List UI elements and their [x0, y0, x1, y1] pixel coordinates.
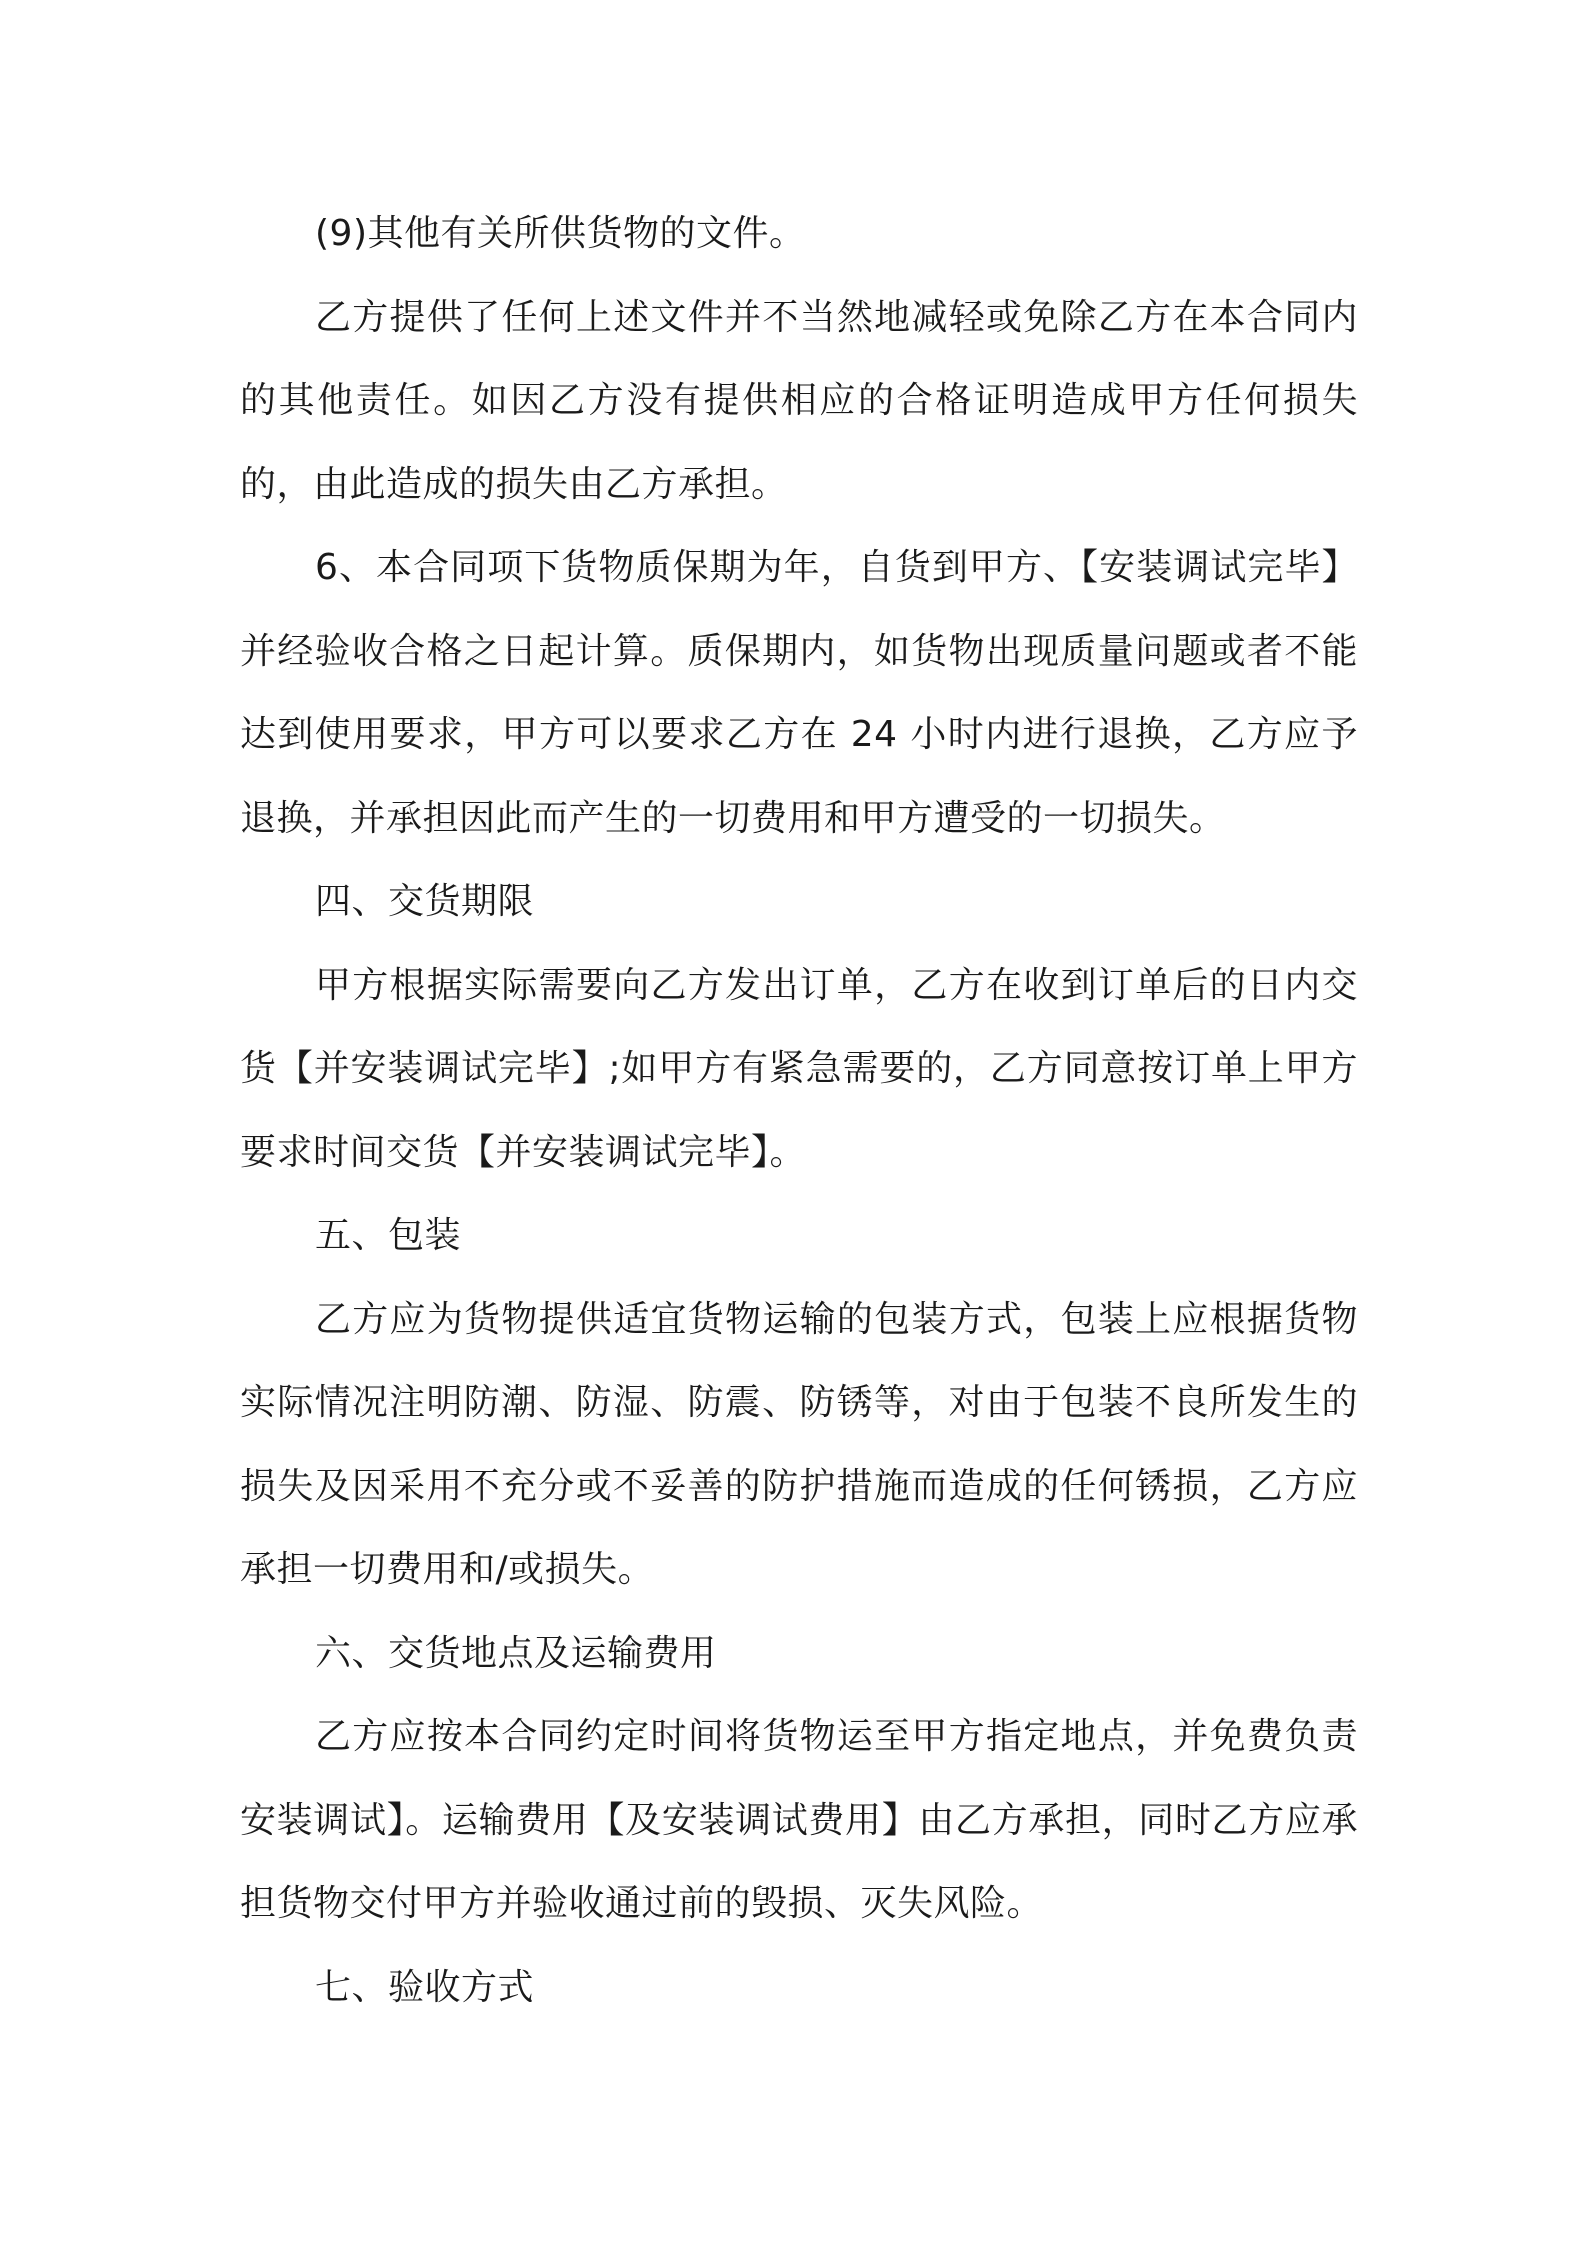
section-heading-delivery-location: 六、交货地点及运输费用	[315, 1632, 717, 1674]
section-heading-acceptance: 七、验收方式	[315, 1966, 535, 2008]
paragraph-packaging: 乙方应为货物提供适宜货物运输的包装方式，包装上应根据货物实际情况注明防潮、防湿、防震、防锈等，对由于包装不良所发生的损失及因采用不充分或不妥善的防护措施而造成的任何锈损，乙方应承担一切费用和/或损失。	[240, 1298, 1358, 1590]
paragraph-item-9-documents: (9)其他有关所供货物的文件。	[315, 213, 806, 254]
paragraph-delivery-location: 乙方应按本合同约定时间将货物运至甲方指定地点，并免费负责安装调试】。运输费用【及安装调试费用】由乙方承担，同时乙方应承担货物交付甲方并验收通过前的毁损、灭失风险。	[240, 1716, 1358, 1924]
paragraph-document-liability: 乙方提供了任何上述文件并不当然地减轻或免除乙方在本合同内的其他责任。如因乙方没有提供相应的合格证明造成甲方任何损失的，由此造成的损失由乙方承担。	[240, 296, 1358, 505]
document-body	[240, 192, 1358, 2029]
section-heading-delivery-period: 四、交货期限	[315, 881, 535, 922]
paragraph-warranty-period: 6、本合同项下货物质保期为年，自货到甲方、【安装调试完毕】并经验收合格之日起计算。质保期内，如货物出现质量问题或者不能达到使用要求，甲方可以要求乙方在 24 小时内进行退换，乙方应予退换，并承担因此而产生的一切费用和甲方遭受的一切损失。	[240, 547, 1358, 839]
section-heading-packaging: 五、包装	[315, 1215, 462, 1256]
paragraph-delivery-period: 甲方根据实际需要向乙方发出订单，乙方在收到订单后的日内交货【并安装调试完毕】;如甲方有紧急需要的，乙方同意按订单上甲方要求时间交货【并安装调试完毕】。	[240, 964, 1358, 1173]
